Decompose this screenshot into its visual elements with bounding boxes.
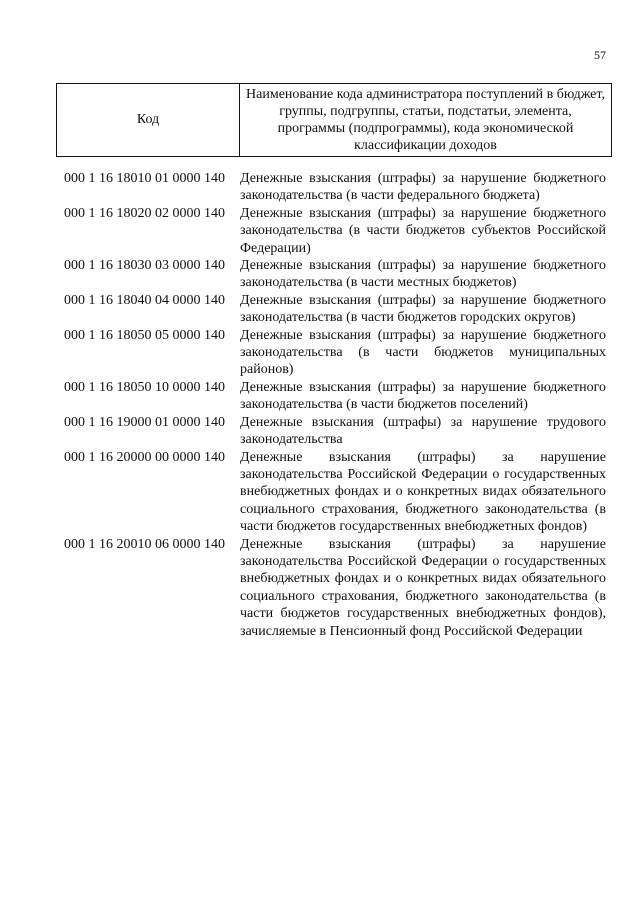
row-code: 000 1 16 18010 01 0000 140 bbox=[64, 171, 225, 186]
row-description: Денежные взыскания (штрафы) за нарушение бюджетного законодательства (в части федерального бюджета) bbox=[240, 171, 606, 204]
table-row bbox=[64, 257, 606, 292]
table-header bbox=[56, 83, 612, 157]
row-description: Денежные взыскания (штрафы) за нарушение бюджетного законодательства (в части бюджетов городских округов) bbox=[240, 292, 606, 326]
table-body bbox=[64, 170, 606, 640]
row-code: 000 1 16 18040 04 0000 140 bbox=[64, 292, 225, 308]
row-code: 000 1 16 18050 10 0000 140 bbox=[64, 379, 225, 395]
row-description: Денежные взыскания (штрафы) за нарушение законодательства Российской Федерации о государственных внебюджетных фондах и о конкретных видах обязательного социального страхования, бюджетного законодательства (в части бюджетов государственных внебюджетных фондов) bbox=[240, 449, 606, 535]
column-header-code: Код bbox=[57, 84, 240, 156]
row-code: 000 1 16 18030 03 0000 140 bbox=[64, 258, 225, 274]
table-row bbox=[64, 449, 606, 536]
row-description: Денежные взыскания (штрафы) за нарушение бюджетного законодательства (в части местных бюджетов) bbox=[240, 258, 606, 291]
column-header-name: Наименование кода администратора поступлений в бюджет, группы, подгруппы, статьи, подстатьи, элемента, программы (подпрограммы), кода экономической классификации доходов bbox=[246, 87, 605, 153]
table-row bbox=[64, 170, 606, 205]
table-row bbox=[64, 205, 606, 257]
page-number: 57 bbox=[594, 48, 606, 62]
table-row bbox=[64, 536, 606, 640]
row-code: 000 1 16 18020 02 0000 140 bbox=[64, 205, 225, 221]
table-row bbox=[64, 292, 606, 327]
row-code: 000 1 16 18050 05 0000 140 bbox=[64, 327, 225, 343]
row-code: 000 1 16 20010 06 0000 140 bbox=[64, 536, 225, 552]
table-row bbox=[64, 379, 606, 414]
row-code: 000 1 16 19000 01 0000 140 bbox=[64, 414, 225, 430]
row-description: Денежные взыскания (штрафы) за нарушение бюджетного законодательства (в части бюджетов поселений) bbox=[240, 379, 606, 413]
table-row bbox=[64, 414, 606, 449]
row-description: Денежные взыскания (штрафы) за нарушение трудового законодательства bbox=[240, 414, 606, 448]
table-row bbox=[64, 327, 606, 379]
row-description: Денежные взыскания (штрафы) за нарушение законодательства Российской Федерации о государственных внебюджетных фондах и о конкретных видах обязательного социального страхования, бюджетного законодательства (в части бюджетов государственных внебюджетных фондов), зачисляемые в Пенсионный фонд Российской Федерации bbox=[240, 536, 606, 639]
row-code: 000 1 16 20000 00 0000 140 bbox=[64, 449, 225, 465]
row-description: Денежные взыскания (штрафы) за нарушение бюджетного законодательства (в части бюджетов муниципальных районов) bbox=[240, 327, 606, 378]
row-description: Денежные взыскания (штрафы) за нарушение бюджетного законодательства (в части бюджетов субъектов Российской Федерации) bbox=[240, 205, 606, 256]
